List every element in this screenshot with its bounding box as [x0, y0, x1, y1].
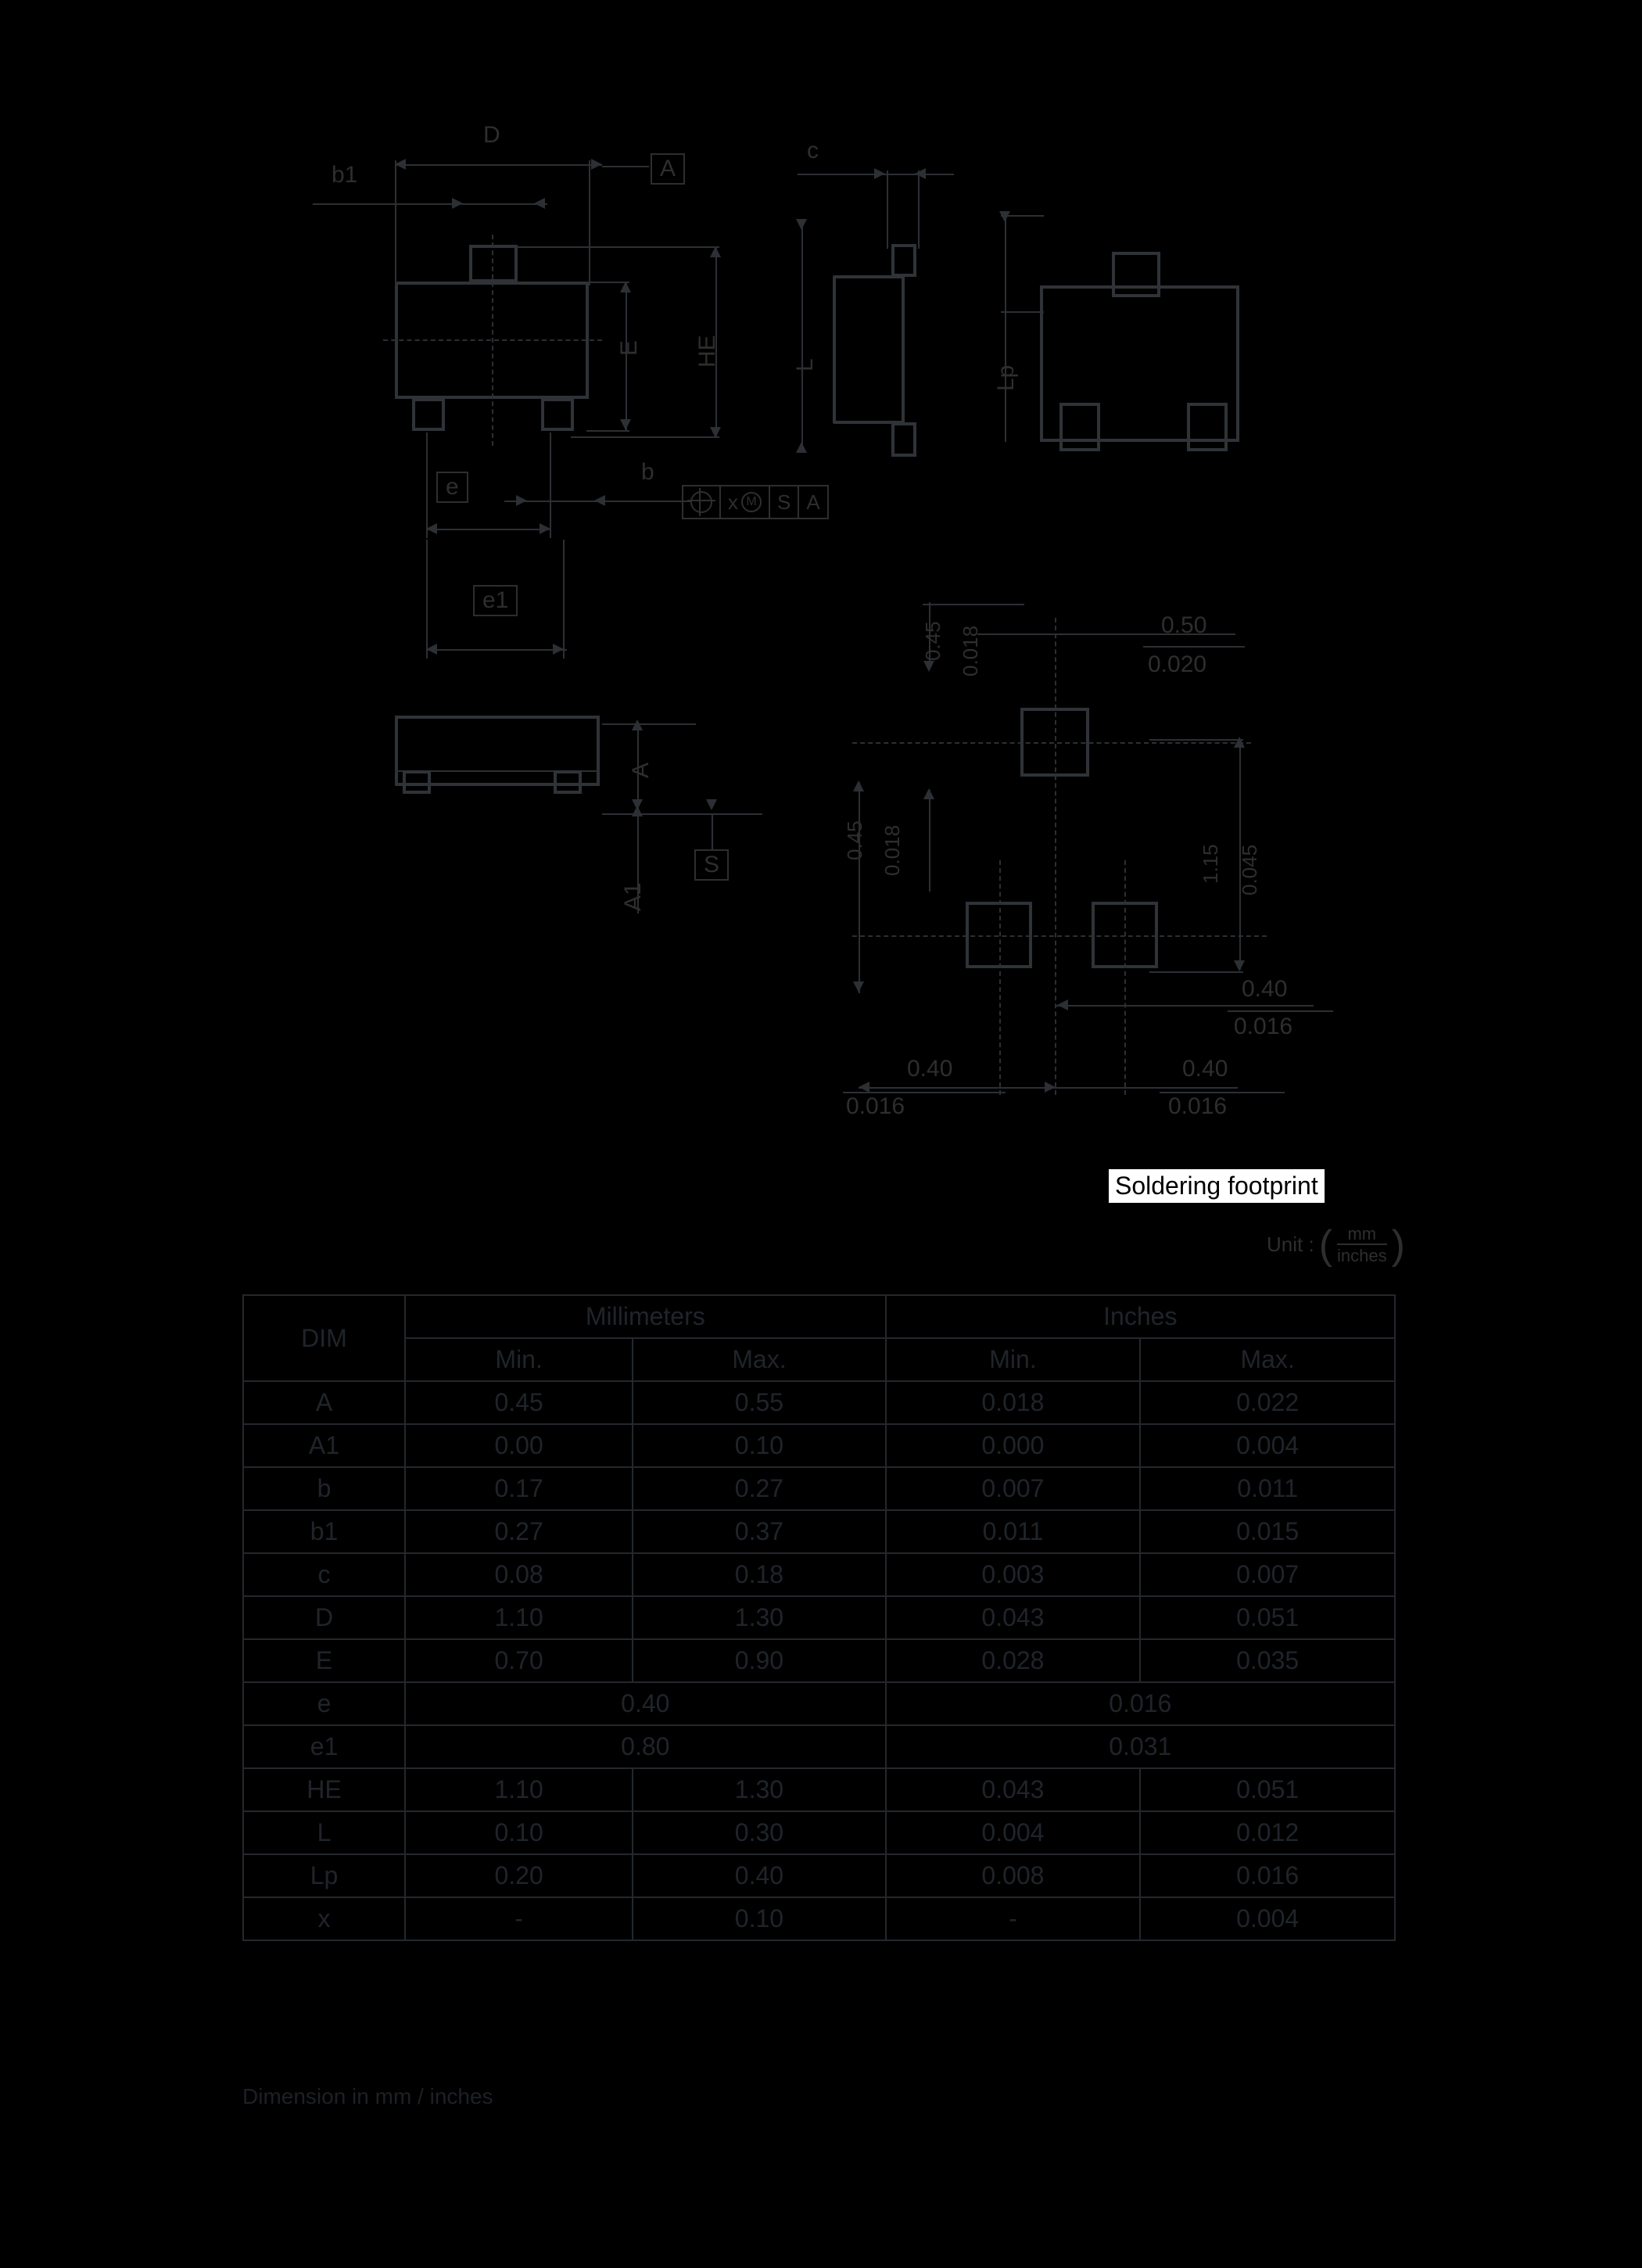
- footprint-dim3b-line: [929, 790, 930, 892]
- cell-in-max: 0.004: [1140, 1897, 1395, 1940]
- cell-mm-min: 0.27: [405, 1510, 633, 1553]
- cell-in-span: 0.016: [886, 1682, 1395, 1725]
- dim-b-arrow-1: [516, 495, 527, 506]
- dim-e-ext-left: [426, 432, 428, 538]
- footprint-dim1-arrow: [923, 661, 934, 672]
- footprint-dim2-inch: 0.020: [1148, 651, 1207, 677]
- header-mm-min: Min.: [405, 1338, 633, 1381]
- cell-in-max: 0.007: [1140, 1553, 1395, 1596]
- side-lead-bottom: [891, 422, 916, 457]
- footprint-dim4-ext-top: [1149, 739, 1243, 741]
- cell-in-max: 0.051: [1140, 1596, 1395, 1639]
- cell-in-min: 0.007: [886, 1467, 1141, 1510]
- dim-c-ext-left: [887, 170, 888, 249]
- dim-L-arrow-up: [796, 442, 807, 453]
- dim-D-arrow-left: [395, 159, 406, 170]
- cell-in-min: 0.011: [886, 1510, 1141, 1553]
- datum-S-box: S: [694, 849, 729, 881]
- cell-dim: L: [243, 1811, 405, 1854]
- cell-dim: A1: [243, 1424, 405, 1467]
- cell-mm-max: 0.55: [633, 1381, 885, 1424]
- cell-dim: e1: [243, 1725, 405, 1768]
- dim-D-ext-right: [589, 160, 590, 285]
- position-symbol-cell: [683, 486, 721, 518]
- tolerance-cell: [721, 486, 770, 518]
- position-icon: [690, 491, 712, 513]
- table-note: Dimension in mm / inches: [242, 2084, 493, 2108]
- footprint-dim6-arrow-l: [859, 1082, 869, 1093]
- footprint-dim1-inch: 0.018: [959, 625, 982, 676]
- table-row: [243, 1553, 1395, 1596]
- footprint-dim5-mm: 0.40: [1242, 976, 1288, 1002]
- cell-dim: A: [243, 1381, 405, 1424]
- side-lead-top: [891, 244, 916, 277]
- table-row: [243, 1725, 1395, 1768]
- table-row: [243, 1467, 1395, 1510]
- cell-mm-min: 0.20: [405, 1854, 633, 1897]
- table-row: [243, 1381, 1395, 1424]
- cell-in-max: 0.011: [1140, 1467, 1395, 1510]
- unit-paren-open: (: [1318, 1222, 1333, 1268]
- bottom-pad-top: [1112, 252, 1160, 297]
- table-row: [243, 1768, 1395, 1811]
- label-e1-box: e1: [473, 585, 518, 616]
- footprint-dim6-line: [859, 1087, 1058, 1089]
- footprint-dim5-line: [1056, 1005, 1314, 1007]
- label-L: L: [792, 358, 818, 371]
- datum-A-leader: [602, 166, 649, 167]
- dim-L-line: [801, 223, 803, 450]
- unit-note: [1267, 1224, 1405, 1266]
- dim-A-arrow-up: [632, 720, 643, 730]
- label-D: D: [483, 122, 500, 148]
- cell-dim: c: [243, 1553, 405, 1596]
- dim-c-arrow-2: [915, 168, 926, 179]
- cell-in-max: 0.051: [1140, 1768, 1395, 1811]
- dim-Lp-ext-mid: [1001, 311, 1044, 313]
- unit-denominator: inches: [1337, 1243, 1387, 1265]
- cell-mm-max: 0.27: [633, 1467, 885, 1510]
- cell-mm-max: 0.37: [633, 1510, 885, 1553]
- dim-A-ext-top: [602, 723, 696, 725]
- footprint-centerline-v: [1055, 618, 1056, 1095]
- cell-mm-min: 0.08: [405, 1553, 633, 1596]
- label-A1: A1: [620, 882, 646, 911]
- lead-bottom-left: [412, 398, 445, 431]
- tolerance-value: x: [728, 490, 738, 514]
- cell-dim: D: [243, 1596, 405, 1639]
- dim-b-arrow-2: [594, 495, 605, 506]
- footprint-centerline-right-v: [1124, 860, 1126, 1095]
- seating-plane-line: [602, 813, 762, 815]
- cell-in-max: 0.016: [1140, 1854, 1395, 1897]
- cell-dim: b1: [243, 1510, 405, 1553]
- cell-in-max: 0.004: [1140, 1424, 1395, 1467]
- cell-mm-max: 0.10: [633, 1424, 885, 1467]
- dim-D-ext-left: [395, 160, 396, 285]
- cell-in-min: 0.018: [886, 1381, 1141, 1424]
- footprint-dim3-mm: 0.45: [843, 820, 866, 860]
- dim-e1-ext-left: [426, 540, 428, 659]
- cell-in-min: 0.000: [886, 1424, 1141, 1467]
- datum-S-leader: [712, 815, 713, 849]
- cell-mm-max: 0.10: [633, 1897, 885, 1940]
- footprint-dim1-ext: [923, 604, 1024, 605]
- cell-mm-min: 0.17: [405, 1467, 633, 1510]
- table-row: [243, 1897, 1395, 1940]
- footprint-centerline-left-v: [999, 860, 1001, 1095]
- dim-b1-arrow-1: [452, 198, 463, 209]
- cell-mm-min: 0.45: [405, 1381, 633, 1424]
- cell-mm-max: 1.30: [633, 1596, 885, 1639]
- cell-mm-min: -: [405, 1897, 633, 1940]
- dim-E-ext-top: [586, 282, 629, 283]
- cell-mm-min: 0.10: [405, 1811, 633, 1854]
- mmc-icon: M: [741, 492, 762, 512]
- dimension-table: [242, 1294, 1396, 1941]
- dim-e-arrow-right: [540, 523, 550, 534]
- header-inches: Inches: [886, 1295, 1395, 1338]
- header-in-min: Min.: [886, 1338, 1141, 1381]
- cell-mm-span: 0.40: [405, 1682, 886, 1725]
- label-b: b: [641, 459, 654, 485]
- footprint-dim3-arrow-up: [853, 781, 864, 791]
- dim-HE-arrow-up: [710, 246, 721, 257]
- datum-S-arrow: [706, 799, 717, 810]
- cell-dim: E: [243, 1639, 405, 1682]
- label-b1: b1: [332, 162, 358, 188]
- cell-in-min: -: [886, 1897, 1141, 1940]
- dim-D-arrow-right: [591, 159, 602, 170]
- table-row: [243, 1596, 1395, 1639]
- footprint-dim7-line: [1058, 1087, 1238, 1089]
- footprint-dim4-arrow-down: [1234, 960, 1245, 971]
- footprint-dim7-inch: 0.016: [1168, 1093, 1228, 1119]
- datum-A-box: A: [651, 153, 685, 185]
- footprint-centerline-top-h: [852, 742, 1251, 744]
- footprint-dim1-mm: 0.45: [921, 621, 945, 661]
- cell-in-span: 0.031: [886, 1725, 1395, 1768]
- dim-Lp-arrow-down: [999, 211, 1010, 222]
- footprint-dim6-inch: 0.016: [846, 1093, 905, 1119]
- footprint-dim3-inch: 0.018: [880, 824, 904, 876]
- cell-mm-min: 0.70: [405, 1639, 633, 1682]
- header-dim: DIM: [243, 1295, 405, 1381]
- dim-e-ext-right: [550, 432, 551, 538]
- lead-bottom-right: [541, 398, 574, 431]
- cell-mm-max: 0.90: [633, 1639, 885, 1682]
- label-E: E: [616, 339, 642, 356]
- dim-c-ext-right: [918, 170, 920, 249]
- cell-mm-span: 0.80: [405, 1725, 886, 1768]
- cell-in-max: 0.015: [1140, 1510, 1395, 1553]
- front-lead-right: [554, 770, 582, 794]
- footprint-dim7-mm: 0.40: [1182, 1056, 1228, 1082]
- dim-e1-arrow-left: [426, 644, 437, 655]
- dim-b1-line: [313, 203, 547, 205]
- table-header-row-2: [243, 1338, 1395, 1381]
- dim-E-arrow-up: [620, 282, 631, 292]
- unit-numerator: mm: [1347, 1224, 1377, 1243]
- cell-mm-min: 1.10: [405, 1768, 633, 1811]
- dim-e-line: [426, 529, 551, 530]
- dim-HE-ext-bottom: [571, 436, 719, 438]
- cell-mm-max: 0.18: [633, 1553, 885, 1596]
- header-mm-max: Max.: [633, 1338, 885, 1381]
- cell-dim: Lp: [243, 1854, 405, 1897]
- label-Lp: Lp: [993, 364, 1019, 391]
- cell-in-max: 0.022: [1140, 1381, 1395, 1424]
- datum-a-cell: A: [806, 490, 820, 514]
- table-row: [243, 1424, 1395, 1467]
- label-c: c: [807, 138, 819, 163]
- dim-HE-ext-top: [516, 246, 719, 248]
- cell-mm-max: 0.40: [633, 1854, 885, 1897]
- dim-E-arrow-down: [620, 419, 631, 430]
- lead-top-center: [469, 245, 518, 282]
- footprint-dim6-arrow-r: [1045, 1082, 1056, 1093]
- soldering-footprint-caption: Soldering footprint: [1109, 1169, 1325, 1203]
- footprint-dim5-arrow: [1057, 999, 1068, 1010]
- dim-e1-arrow-right: [553, 644, 564, 655]
- cell-in-min: 0.043: [886, 1768, 1141, 1811]
- dim-E-line: [626, 282, 627, 430]
- datum-s-cell: S: [770, 486, 799, 518]
- unit-paren-close: ): [1391, 1222, 1405, 1268]
- dim-Lp-line: [1005, 215, 1006, 442]
- dim-D-line: [395, 164, 602, 166]
- footprint-dim5-underline: [1228, 1010, 1333, 1012]
- cell-mm-min: 1.10: [405, 1596, 633, 1639]
- bottom-pad-left: [1059, 403, 1100, 451]
- cell-dim: b: [243, 1467, 405, 1510]
- label-A-height: A: [628, 762, 654, 778]
- footprint-dim4-mm: 1.15: [1199, 844, 1222, 884]
- dim-b1-arrow-2: [534, 198, 545, 209]
- table-row: [243, 1811, 1395, 1854]
- dim-e1-line: [426, 649, 567, 651]
- unit-label: Unit :: [1267, 1233, 1314, 1257]
- header-in-max: Max.: [1140, 1338, 1395, 1381]
- footprint-dim2-mm: 0.50: [1161, 612, 1207, 638]
- cell-mm-min: 0.00: [405, 1424, 633, 1467]
- table-row: [243, 1639, 1395, 1682]
- dim-e1-ext-right: [563, 540, 565, 659]
- table-row: [243, 1682, 1395, 1725]
- cell-in-min: 0.008: [886, 1854, 1141, 1897]
- dim-e-arrow-left: [426, 523, 437, 534]
- footprint-dim4-ext-bottom: [1149, 971, 1243, 973]
- footprint-dim3-arrow-down: [853, 981, 864, 992]
- table-row: [243, 1510, 1395, 1553]
- cell-mm-max: 0.30: [633, 1811, 885, 1854]
- feature-control-frame: [682, 485, 829, 519]
- footprint-dim6-mm: 0.40: [907, 1056, 953, 1082]
- cell-in-min: 0.004: [886, 1811, 1141, 1854]
- cell-in-min: 0.003: [886, 1553, 1141, 1596]
- cell-in-max: 0.012: [1140, 1811, 1395, 1854]
- centerline-vertical: [492, 235, 493, 446]
- label-HE: HE: [694, 335, 720, 368]
- cell-dim: e: [243, 1682, 405, 1725]
- footprint-centerline-bottom-h: [852, 935, 1267, 937]
- cell-in-min: 0.043: [886, 1596, 1141, 1639]
- bottom-pad-right: [1187, 403, 1228, 451]
- dim-L-arrow-down: [796, 219, 807, 230]
- front-lead-left: [403, 770, 431, 794]
- header-millimeters: Millimeters: [405, 1295, 886, 1338]
- footprint-dim5-inch: 0.016: [1234, 1014, 1293, 1039]
- cell-dim: HE: [243, 1768, 405, 1811]
- table-row: [243, 1854, 1395, 1897]
- cell-in-min: 0.028: [886, 1639, 1141, 1682]
- table-header-row-1: [243, 1295, 1395, 1338]
- cell-mm-max: 1.30: [633, 1768, 885, 1811]
- footprint-dim4-inch: 0.045: [1238, 844, 1261, 895]
- footprint-dim3-line: [859, 782, 860, 993]
- cell-dim: x: [243, 1897, 405, 1940]
- side-view-body: [833, 275, 905, 424]
- dim-E-ext-bottom: [586, 430, 629, 432]
- dim-c-arrow-1: [874, 168, 885, 179]
- unit-fraction: [1337, 1224, 1387, 1266]
- footprint-dim3b-arrow: [923, 788, 934, 799]
- label-e-box: e: [436, 472, 468, 503]
- table-body: [243, 1381, 1395, 1940]
- cell-in-max: 0.035: [1140, 1639, 1395, 1682]
- dim-Lp-ext-top: [1001, 215, 1044, 217]
- footprint-dim2-underline: [1143, 646, 1245, 648]
